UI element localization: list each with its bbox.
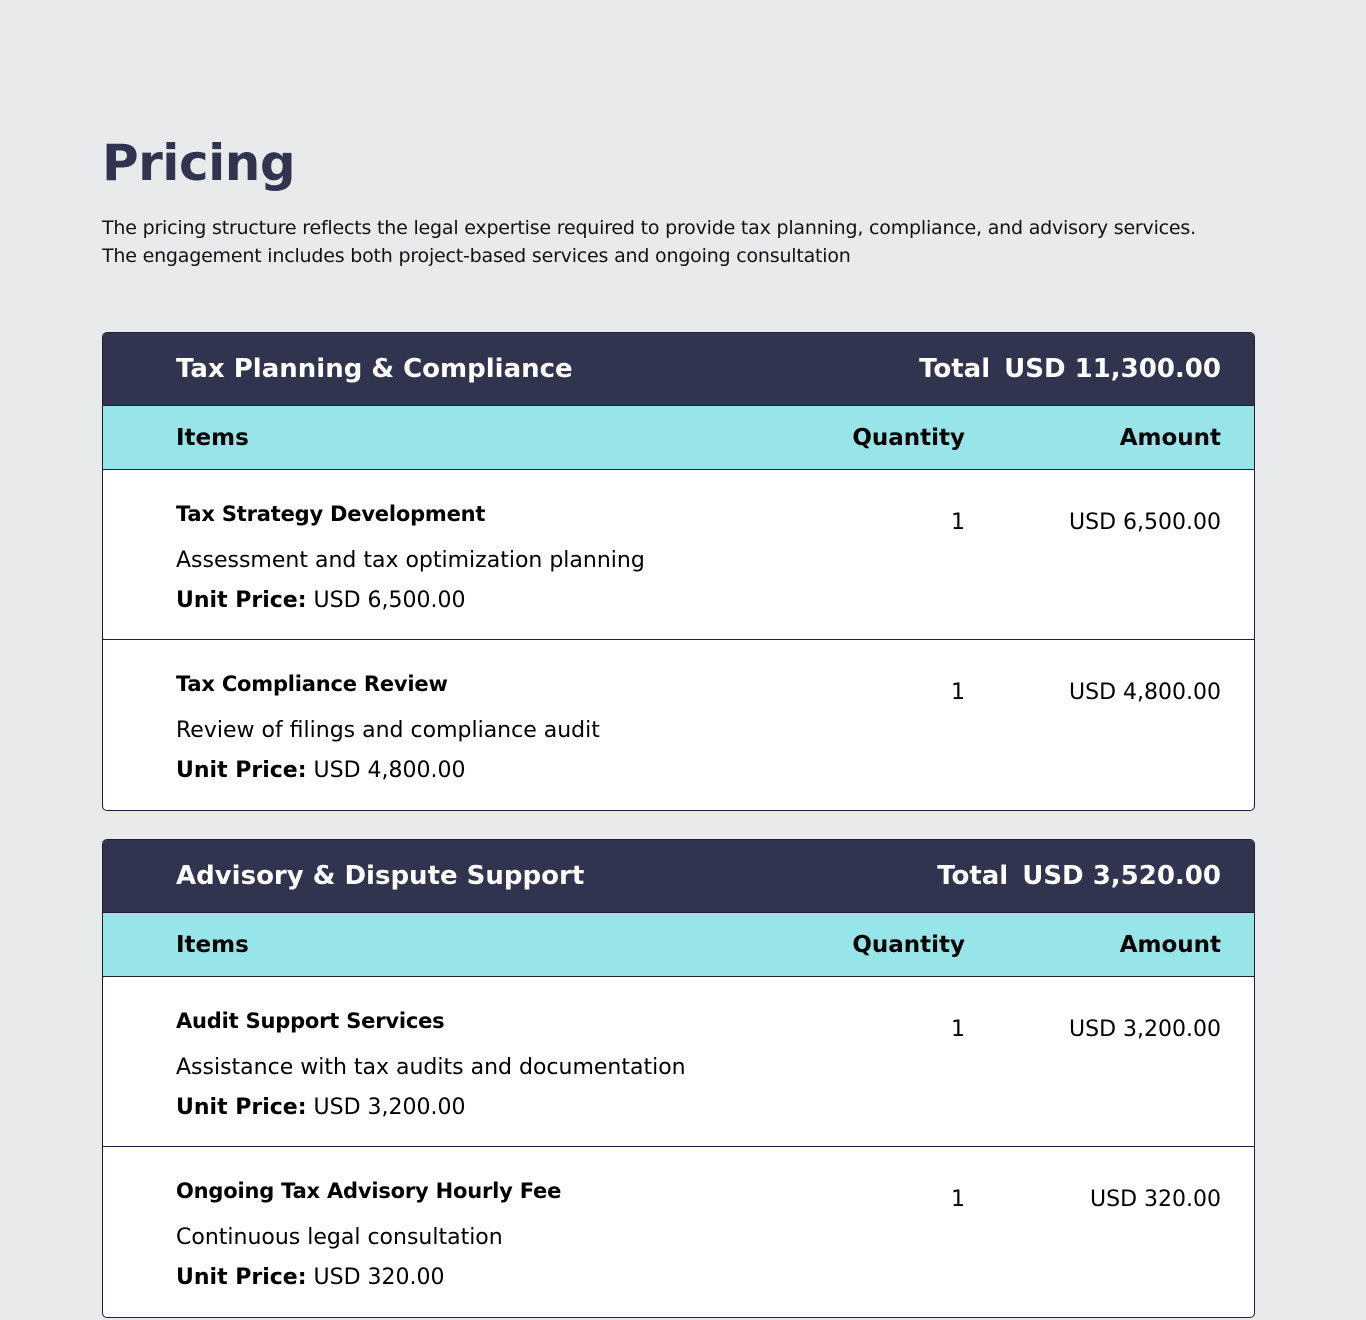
unit-price-value: USD 4,800.00 [313, 758, 466, 783]
line-item-description: Continuous legal consultation [176, 1225, 503, 1250]
unit-price-value: USD 320.00 [313, 1265, 445, 1290]
line-item-description: Review of filings and compliance audit [176, 718, 600, 743]
unit-price-label: Unit Price: [176, 1095, 307, 1120]
column-header-row [103, 912, 1254, 977]
pricing-section-tax-planning [102, 332, 1255, 811]
page-title: Pricing [102, 134, 296, 192]
column-header-amount: Amount [1119, 424, 1221, 451]
pricing-section-advisory [102, 839, 1255, 1318]
unit-price-value: USD 3,200.00 [313, 1095, 466, 1120]
unit-price-label: Unit Price: [176, 1265, 307, 1290]
section-total [937, 861, 1221, 891]
line-item-name: Audit Support Services [176, 1009, 445, 1033]
line-item-unit-price [176, 1263, 785, 1293]
column-header-amount: Amount [1119, 931, 1221, 958]
section-title: Tax Planning & Compliance [176, 354, 573, 384]
line-item [103, 1147, 1254, 1317]
column-header-items: Items [176, 931, 249, 958]
intro-paragraph: The pricing structure reflects the legal expertise required to provide tax planning, compliance, and advisory services. The engagement includes both project-based services and ongoing consultation [102, 217, 1196, 267]
line-item-quantity: 1 [951, 510, 965, 535]
column-header-row [103, 405, 1254, 470]
line-item-unit-price [176, 586, 785, 616]
line-item-description: Assistance with tax audits and documentation [176, 1055, 686, 1080]
line-item-quantity: 1 [951, 1017, 965, 1042]
section-title: Advisory & Dispute Support [176, 861, 585, 891]
section-total-label: Total [937, 861, 1009, 891]
column-header-quantity: Quantity [852, 424, 965, 451]
line-item-amount: USD 320.00 [1090, 1187, 1221, 1212]
line-item-quantity: 1 [951, 1187, 965, 1212]
section-total-value: USD 3,520.00 [1022, 861, 1221, 891]
column-header-items: Items [176, 424, 249, 451]
line-item-quantity: 1 [951, 680, 965, 705]
line-item-details [176, 668, 785, 810]
unit-price-label: Unit Price: [176, 588, 307, 613]
line-item-details [176, 1175, 785, 1317]
unit-price-label: Unit Price: [176, 758, 307, 783]
section-total-label: Total [919, 354, 991, 384]
line-item [103, 977, 1254, 1147]
line-item-details [176, 498, 785, 639]
line-item [103, 640, 1254, 810]
line-item-description: Assessment and tax optimization planning [176, 548, 645, 573]
line-item-amount: USD 3,200.00 [1069, 1017, 1221, 1042]
line-item [103, 470, 1254, 640]
line-item-amount: USD 6,500.00 [1069, 510, 1221, 535]
column-header-quantity: Quantity [852, 931, 965, 958]
line-item-name: Ongoing Tax Advisory Hourly Fee [176, 1179, 562, 1203]
line-item-unit-price [176, 1093, 785, 1123]
section-total-value: USD 11,300.00 [1004, 354, 1221, 384]
line-item-amount: USD 4,800.00 [1069, 680, 1221, 705]
line-item-details [176, 1005, 785, 1146]
line-item-name: Tax Strategy Development [176, 502, 486, 526]
line-item-name: Tax Compliance Review [176, 672, 448, 696]
unit-price-value: USD 6,500.00 [313, 588, 466, 613]
section-total [919, 354, 1221, 384]
section-header [103, 333, 1254, 405]
line-item-unit-price [176, 756, 785, 786]
section-header [103, 840, 1254, 912]
